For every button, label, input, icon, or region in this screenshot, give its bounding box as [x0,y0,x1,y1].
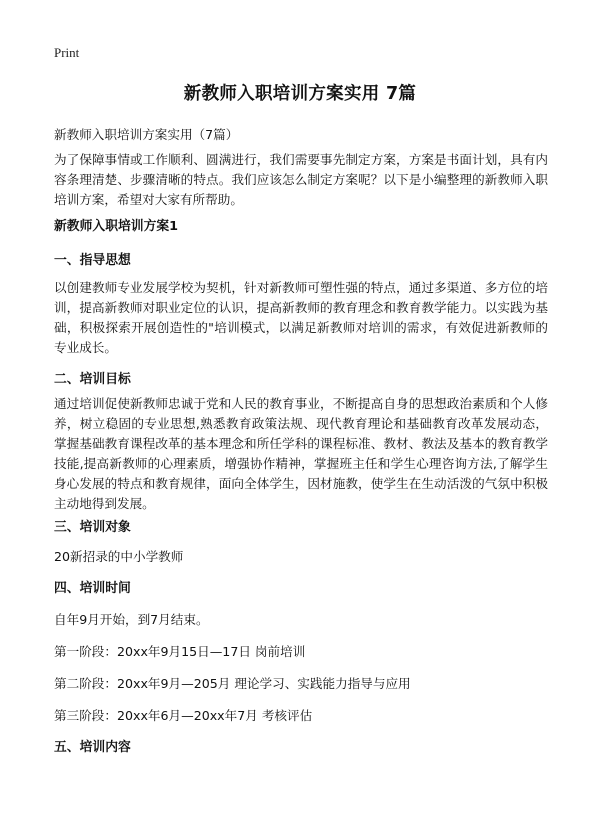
schedule-line: 第二阶段：20xx年9月—205月 理论学习、实践能力指导与应用 [54,676,411,691]
print-link[interactable]: Print [54,45,80,60]
section-heading-content: 五、培训内容 [54,740,131,755]
document-subtitle: 新教师入职培训方案实用（7篇） [54,127,239,142]
schedule-line: 第一阶段：20xx年9月15日—17日 岗前培训 [54,644,306,659]
section-heading-guiding: 一、指导思想 [54,253,131,268]
section-heading-goals: 二、培训目标 [54,372,131,387]
page-title: 新教师入职培训方案实用 7篇 [183,84,417,104]
intro-paragraph: 为了保障事情或工作顺利、圆满进行，我们需要事先制定方案，方案是书面计划，具有内容条理清楚、步骤清晰的特点。我们应该怎么制定方案呢？以下是小编整理的新教师入职培训方案，希望对大家有所帮助。 [54,152,548,207]
guiding-paragraph: 以创建教师专业发展学校为契机，针对新教师可塑性强的特点，通过多渠道、多方位的培训，提高新教师对职业定位的认识，提高新教师的教育理念和教育教学能力。以实践为基础，积极探索开展创造性的"培训模式，以满足新教师对培训的需求，有效促进新教师的专业成长。 [54,280,548,355]
schedule-line: 自年9月开始，到7月结束。 [54,612,209,627]
plan-heading: 新教师入职培训方案1 [54,219,179,234]
section-heading-schedule: 四、培训时间 [54,581,131,596]
schedule-line: 第三阶段：20xx年6月—20xx年7月 考核评估 [54,708,313,723]
section-heading-audience: 三、培训对象 [54,520,131,535]
goals-paragraph: 通过培训促使新教师忠诚于党和人民的教育事业，不断提高自身的思想政治素质和个人修养，树立稳固的专业思想,熟悉教育政策法规、现代教育理论和基础教育改革发展动态，掌握基础教育课程改革的基本理念和所任学科的课程标准、教材、教法及基本的教育教学技能,提高新教师的心理素质，增强协作精神，掌握班主任和学生心理咨询方法,了解学生身心发展的特点和教育规律，面向全体学生，因材施教，使学生在生动活泼的气氛中积极主动地得到发展。 [54,396,548,511]
audience-text: 20新招录的中小学教师 [54,549,184,564]
